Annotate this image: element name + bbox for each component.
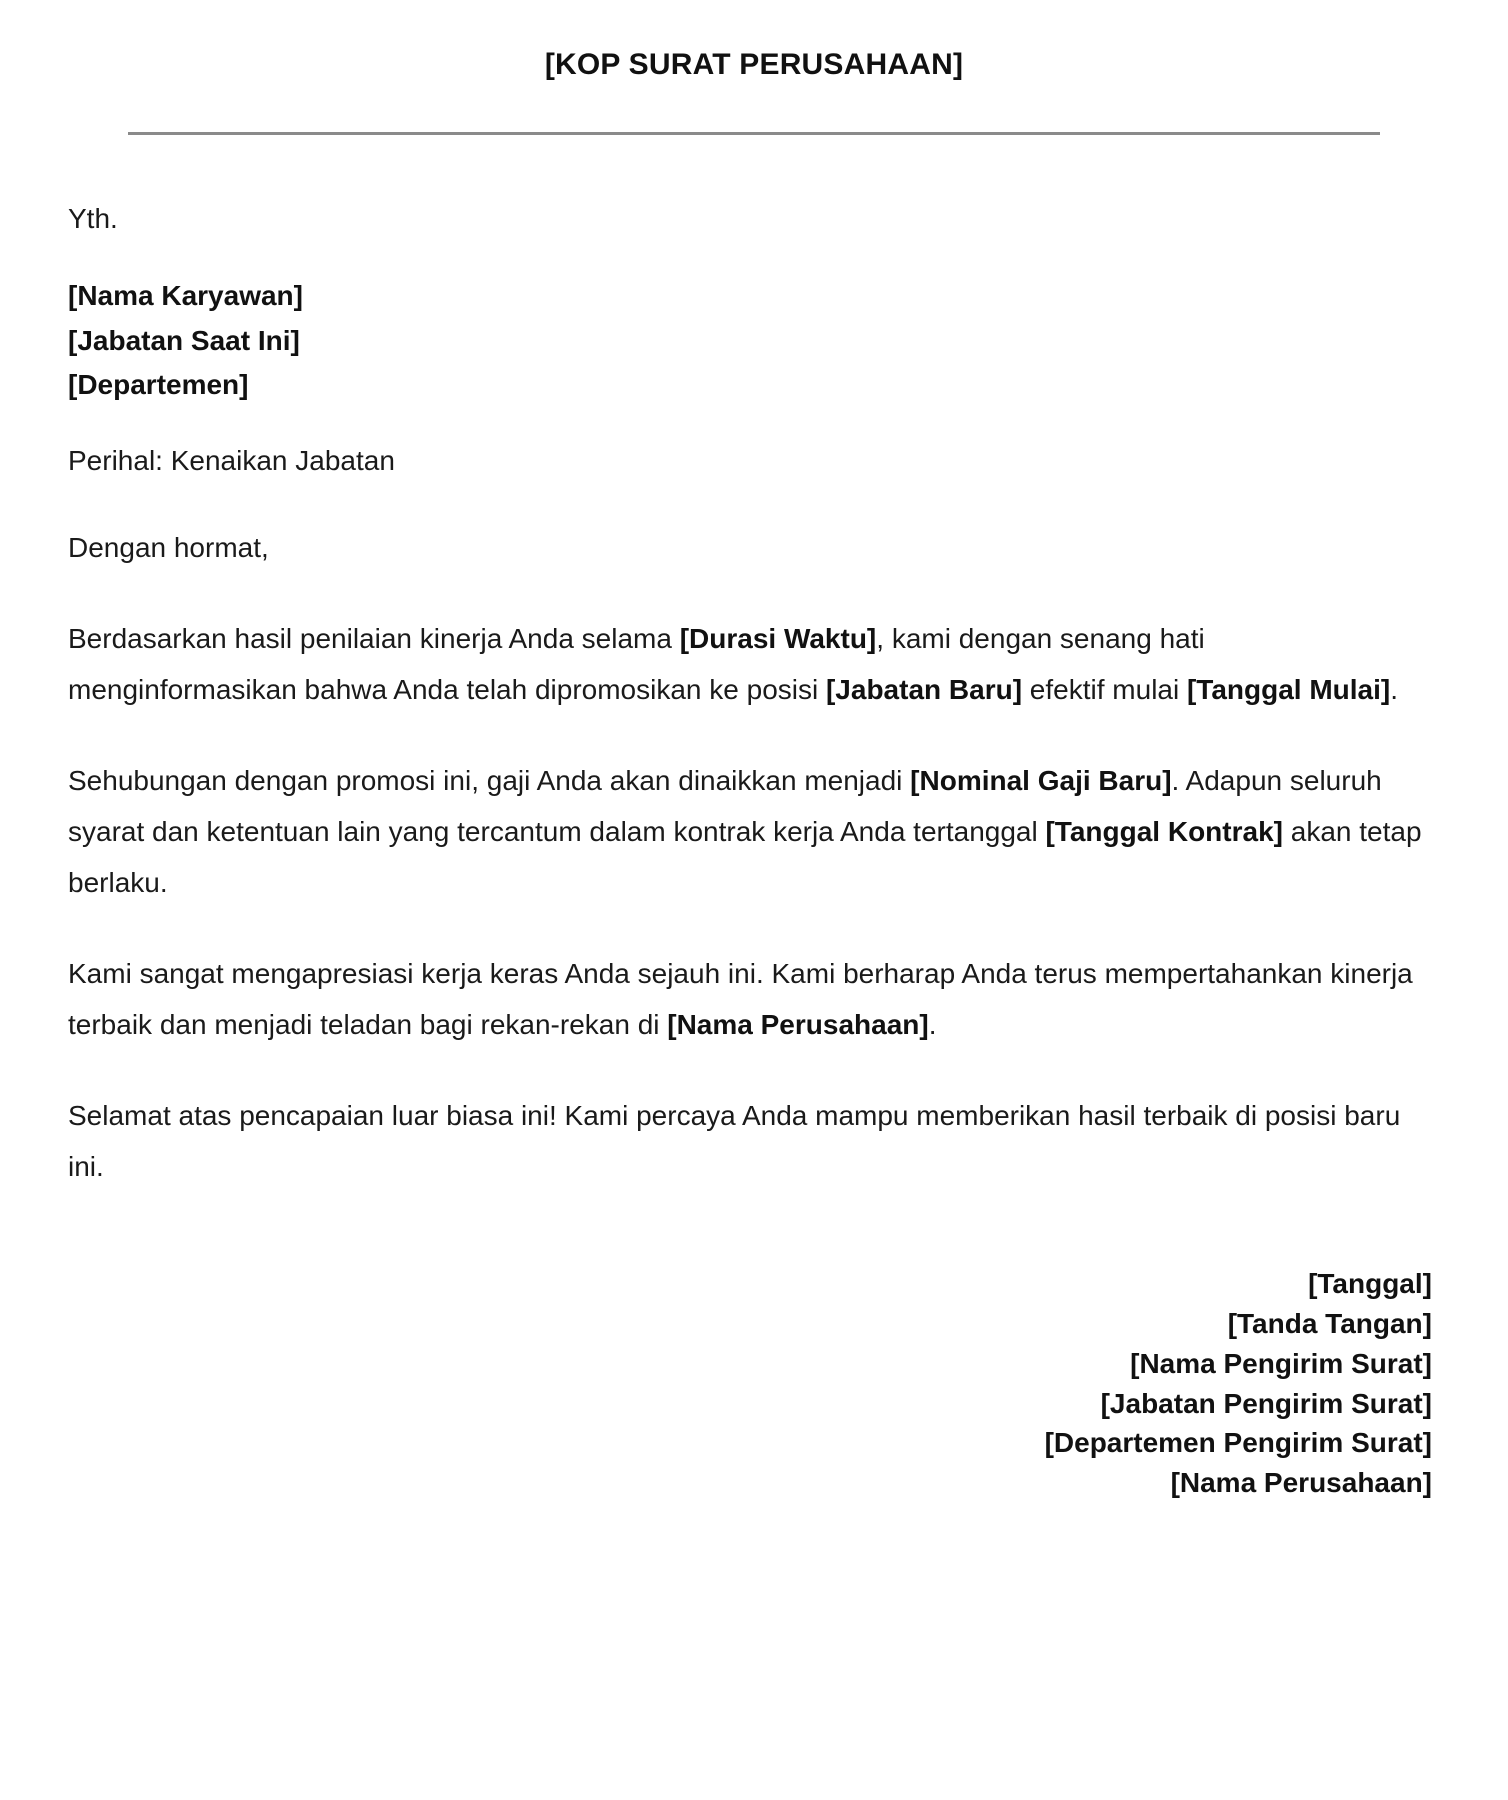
recipient-current-position: [Jabatan Saat Ini]: [68, 324, 300, 356]
p2-text-3: akan tetap berlaku.: [68, 815, 1422, 898]
paragraph-promotion: [68, 614, 1432, 716]
placeholder-nominal-gaji-baru: [Nominal Gaji Baru]: [910, 764, 1172, 796]
signature-sender-position: [Jabatan Pengirim Surat]: [1100, 1387, 1432, 1419]
recipient-name: [Nama Karyawan]: [68, 280, 303, 312]
paragraph-congratulations: [68, 1091, 1432, 1193]
paragraph-salary: [68, 756, 1432, 909]
salutation: Yth.: [68, 203, 118, 234]
p2-text-1: Sehubungan dengan promosi ini, gaji Anda akan dinaikkan menjadi: [68, 764, 911, 796]
recipient-block: [68, 274, 1432, 407]
p2-text-2: . Adapun seluruh syarat dan ketentuan lain yang tercantum dalam kontrak kerja Anda tertanggal: [68, 764, 1382, 847]
signature-company: [Nama Perusahaan]: [1170, 1467, 1432, 1499]
p1-text-3: efektif mulai: [1022, 673, 1187, 705]
p3-text-2: .: [928, 1008, 937, 1040]
signature-date: [Tanggal]: [1308, 1268, 1432, 1300]
p1-text-2: , kami dengan senang hati menginformasikan bahwa Anda telah dipromosikan ke posisi: [68, 622, 1205, 705]
p4-text-1: Selamat atas pencapaian luar biasa ini! Kami percaya Anda mampu memberikan hasil terbaik di posisi baru ini.: [68, 1099, 1401, 1182]
placeholder-durasi-waktu: [Durasi Waktu]: [679, 622, 877, 654]
greeting-line: Dengan hormat,: [68, 532, 269, 564]
placeholder-tanggal-mulai: [Tanggal Mulai]: [1186, 673, 1391, 705]
horizontal-rule: [128, 132, 1380, 135]
p3-text-1: Kami sangat mengapresiasi kerja keras Anda sejauh ini. Kami berharap Anda terus mempertahankan kinerja terbaik dan menjadi teladan bagi rekan-rekan di: [68, 957, 1413, 1040]
paragraph-appreciation: [68, 949, 1432, 1051]
letterhead-divider-wrap: [0, 132, 1508, 135]
letter-body: [0, 197, 1508, 1192]
placeholder-nama-perusahaan: [Nama Perusahaan]: [667, 1008, 929, 1040]
p1-text-4: .: [1390, 673, 1399, 705]
subject-line: Perihal: Kenaikan Jabatan: [68, 445, 395, 477]
placeholder-jabatan-baru: [Jabatan Baru]: [825, 673, 1023, 705]
recipient-department: [Departemen]: [68, 368, 249, 400]
signature-mark: [Tanda Tangan]: [1227, 1308, 1432, 1340]
signature-block: [0, 1264, 1508, 1503]
signature-sender-name: [Nama Pengirim Surat]: [1130, 1347, 1432, 1379]
letterhead-title: [KOP SURAT PERUSAHAAN]: [544, 48, 964, 81]
signature-sender-department: [Departemen Pengirim Surat]: [1044, 1427, 1432, 1459]
p1-text-1: Berdasarkan hasil penilaian kinerja Anda selama: [68, 622, 680, 654]
placeholder-tanggal-kontrak: [Tanggal Kontrak]: [1045, 815, 1283, 847]
